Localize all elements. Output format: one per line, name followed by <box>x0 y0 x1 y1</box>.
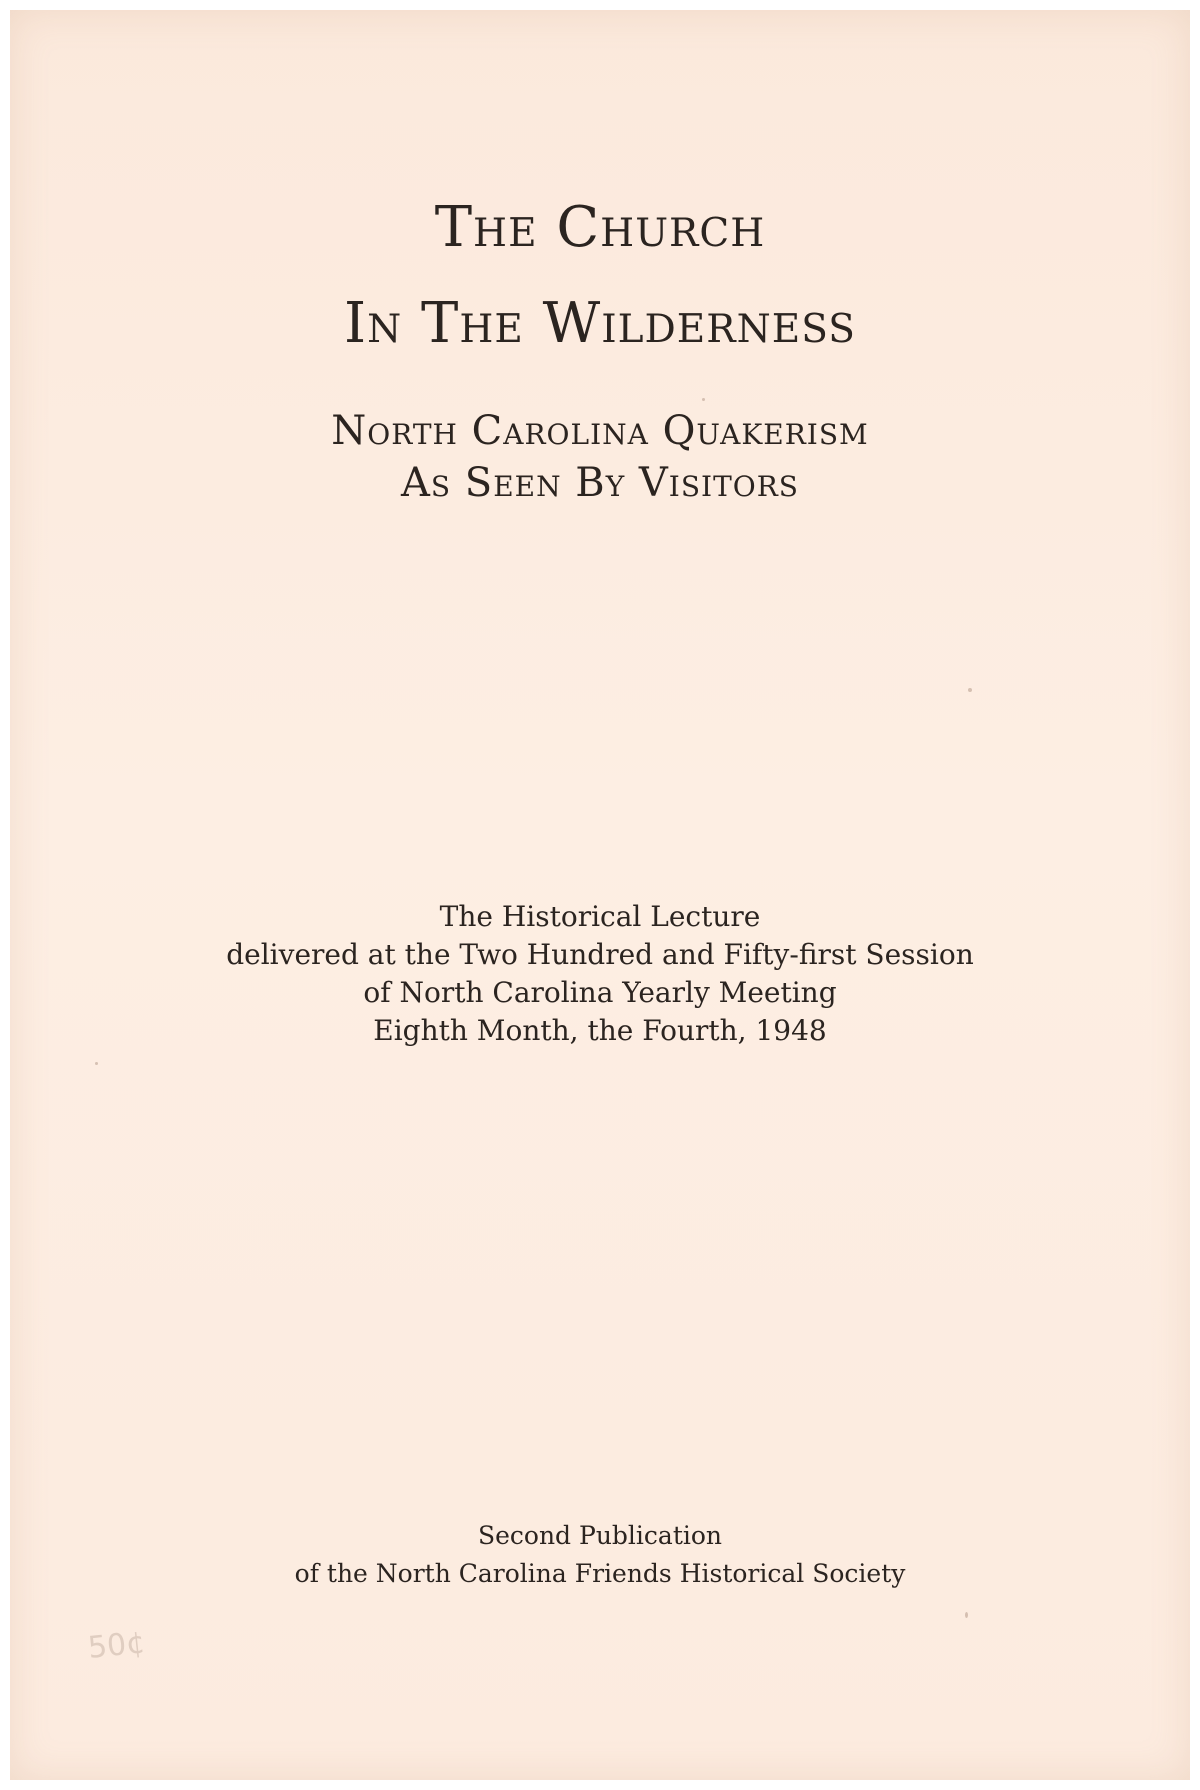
paper-speck <box>968 688 972 692</box>
lecture-line-4: Eighth Month, the Fourth, 1948 <box>373 1014 827 1047</box>
lecture-line-2: delivered at the Two Hundred and Fifty-first Session <box>226 938 974 971</box>
subtitle <box>10 405 1190 509</box>
pencil-price-mark: 50¢ <box>86 1625 147 1666</box>
subtitle-line-2: As Seen By Visitors <box>401 460 799 506</box>
paper-speck <box>965 1612 968 1618</box>
book-title-page <box>10 10 1190 1780</box>
publication-line-2: of the North Carolina Friends Historical Society <box>294 1559 906 1588</box>
publication-note <box>10 1517 1190 1593</box>
lecture-line-1: The Historical Lecture <box>439 900 761 933</box>
paper-speck <box>95 1062 98 1065</box>
publication-line-1: Second Publication <box>477 1521 723 1550</box>
paper-speck <box>702 398 705 401</box>
main-title-line-2: In The Wilderness <box>344 291 856 356</box>
main-title <box>10 180 1190 372</box>
lecture-description <box>10 898 1190 1050</box>
subtitle-line-1: North Carolina Quakerism <box>331 408 869 454</box>
lecture-line-3: of North Carolina Yearly Meeting <box>363 976 837 1009</box>
main-title-line-1: The Church <box>434 195 766 260</box>
